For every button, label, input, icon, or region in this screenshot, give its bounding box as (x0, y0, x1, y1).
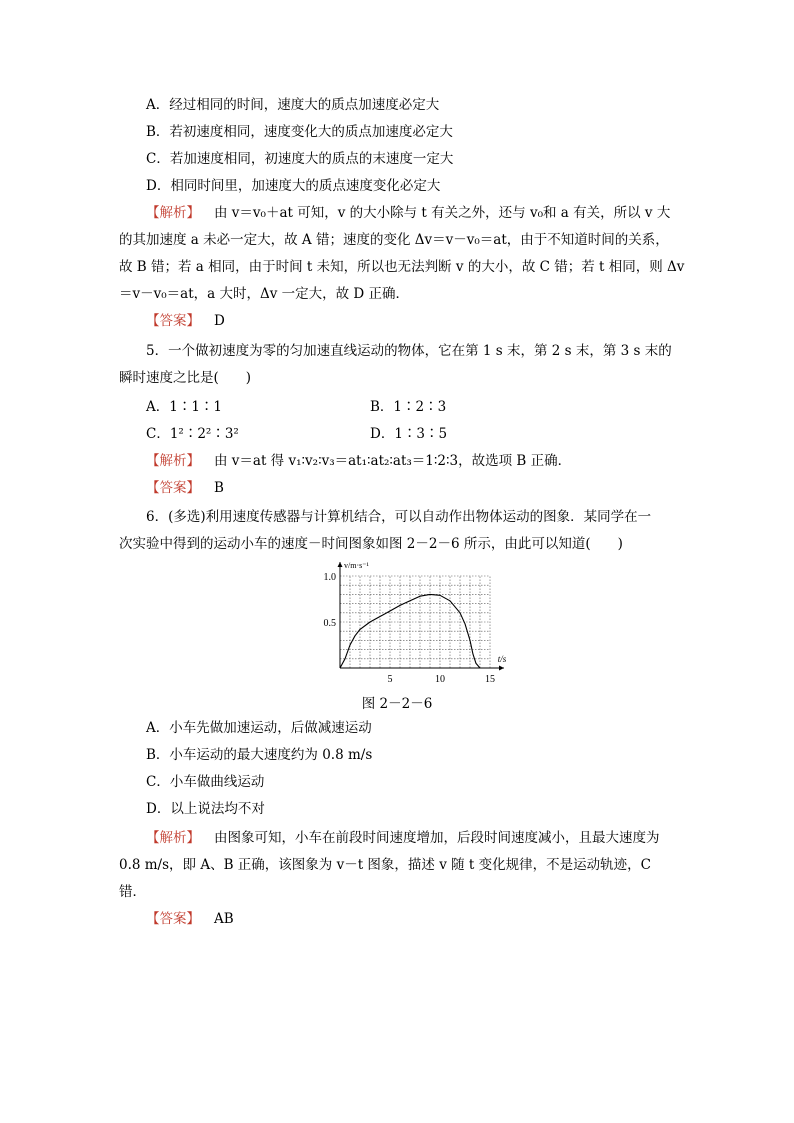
answer-label: 【答案】 (146, 911, 200, 927)
q4-analysis-line-1: 【解析】 由 v＝v₀＋at 可知，v 的大小除与 t 有关之外，还与 v₀和 a 有关，所以 v 大 (146, 205, 671, 221)
q5-option-c: C．1²∶2²∶3² (146, 426, 239, 442)
x-tick-label: 15 (485, 674, 495, 685)
q6-option-d: D．以上说法均不对 (146, 801, 265, 817)
y-tick-label: 0.5 (323, 618, 336, 629)
q5-answer: 【答案】 B (146, 480, 224, 496)
y-axis-arrow (338, 562, 343, 567)
q6-option-c: C．小车做曲线运动 (146, 774, 265, 790)
analysis-label: 【解析】 (146, 205, 200, 221)
q5-option-row-1 (146, 397, 706, 417)
q4-option-c: C．若加速度相同，初速度大的质点的末速度一定大 (146, 151, 454, 167)
figure-caption: 图 2－2－6 (361, 696, 433, 712)
answer-label: 【答案】 (146, 313, 200, 329)
x-axis-label: t/s (497, 654, 507, 664)
q5-option-b: B．1∶2∶3 (370, 399, 447, 415)
q5-option-row-2 (146, 424, 706, 444)
y-axis-label: v/m·s⁻¹ (344, 561, 369, 570)
q6-analysis-line-1: 【解析】 由图象可知，小车在前段时间速度增加，后段时间速度减小，且最大速度为 (146, 830, 660, 846)
q6-option-a: A．小车先做加速运动，后做减速运动 (146, 720, 372, 736)
q4-option-d: D．相同时间里，加速度大的质点速度变化必定大 (146, 178, 441, 194)
q4-analysis-line-4: ＝v－v₀＝at，a 大时，Δv 一定大，故 D 正确． (119, 286, 410, 302)
q4-analysis-line-2: 的其加速度 a 未必一定大，故 A 错；速度的变化 Δv＝v－v₀＝at，由于不知道时间的关系， (119, 232, 669, 248)
q5-stem-line-1: 5．一个做初速度为零的匀加速直线运动的物体，它在第 1 s 末，第 2 s 末，第 3 s 末的 (146, 343, 672, 359)
q6-option-b: B．小车运动的最大速度约为 0.8 m/s (146, 747, 373, 763)
q6-stem-line-2: 次实验中得到的运动小车的速度－时间图象如图 2－2－6 所示，由此可以知道( ) (119, 536, 623, 552)
x-tick-label: 10 (435, 674, 445, 685)
chart-axes (338, 562, 505, 671)
q5-option-d: D．1∶3∶5 (370, 426, 448, 442)
q6-analysis-line-2: 0.8 m/s，即 A、B 正确，该图象为 v－t 图象，描述 v 随 t 变化规律，不是运动轨迹，C (119, 857, 651, 873)
q4-analysis-line-3: 故 B 错；若 a 相同，由于时间 t 未知，所以也无法判断 v 的大小，故 C 错；若 t 相同，则 Δv (119, 259, 685, 275)
q5-stem-line-2: 瞬时速度之比是( ) (119, 370, 252, 386)
q6-stem-line-1: 6．(多选)利用速度传感器与计算机结合，可以自动作出物体运动的图象．某同学在一 (146, 509, 652, 525)
x-axis-arrow (499, 666, 504, 671)
q5-analysis: 【解析】 由 v＝at 得 v₁∶v₂∶v₃＝at₁∶at₂∶at₃＝1∶2∶3，故选项 B 正确． (146, 453, 572, 469)
q6-analysis-line-3: 错． (119, 884, 146, 900)
q4-option-b: B．若初速度相同，速度变化大的质点加速度必定大 (146, 124, 453, 140)
y-tick-label: 1.0 (323, 572, 336, 583)
x-tick-label: 5 (387, 674, 393, 685)
velocity-time-chart (310, 561, 507, 690)
q4-answer: 【答案】 D (146, 313, 225, 329)
q6-answer: 【答案】 AB (146, 911, 234, 927)
answer-label: 【答案】 (146, 480, 200, 496)
q5-option-a: A．1∶1∶1 (146, 399, 223, 415)
analysis-label: 【解析】 (146, 453, 200, 469)
analysis-label: 【解析】 (146, 830, 200, 846)
chart-grid (340, 576, 490, 668)
q4-option-a: A．经过相同的时间，速度大的质点加速度必定大 (146, 97, 440, 113)
